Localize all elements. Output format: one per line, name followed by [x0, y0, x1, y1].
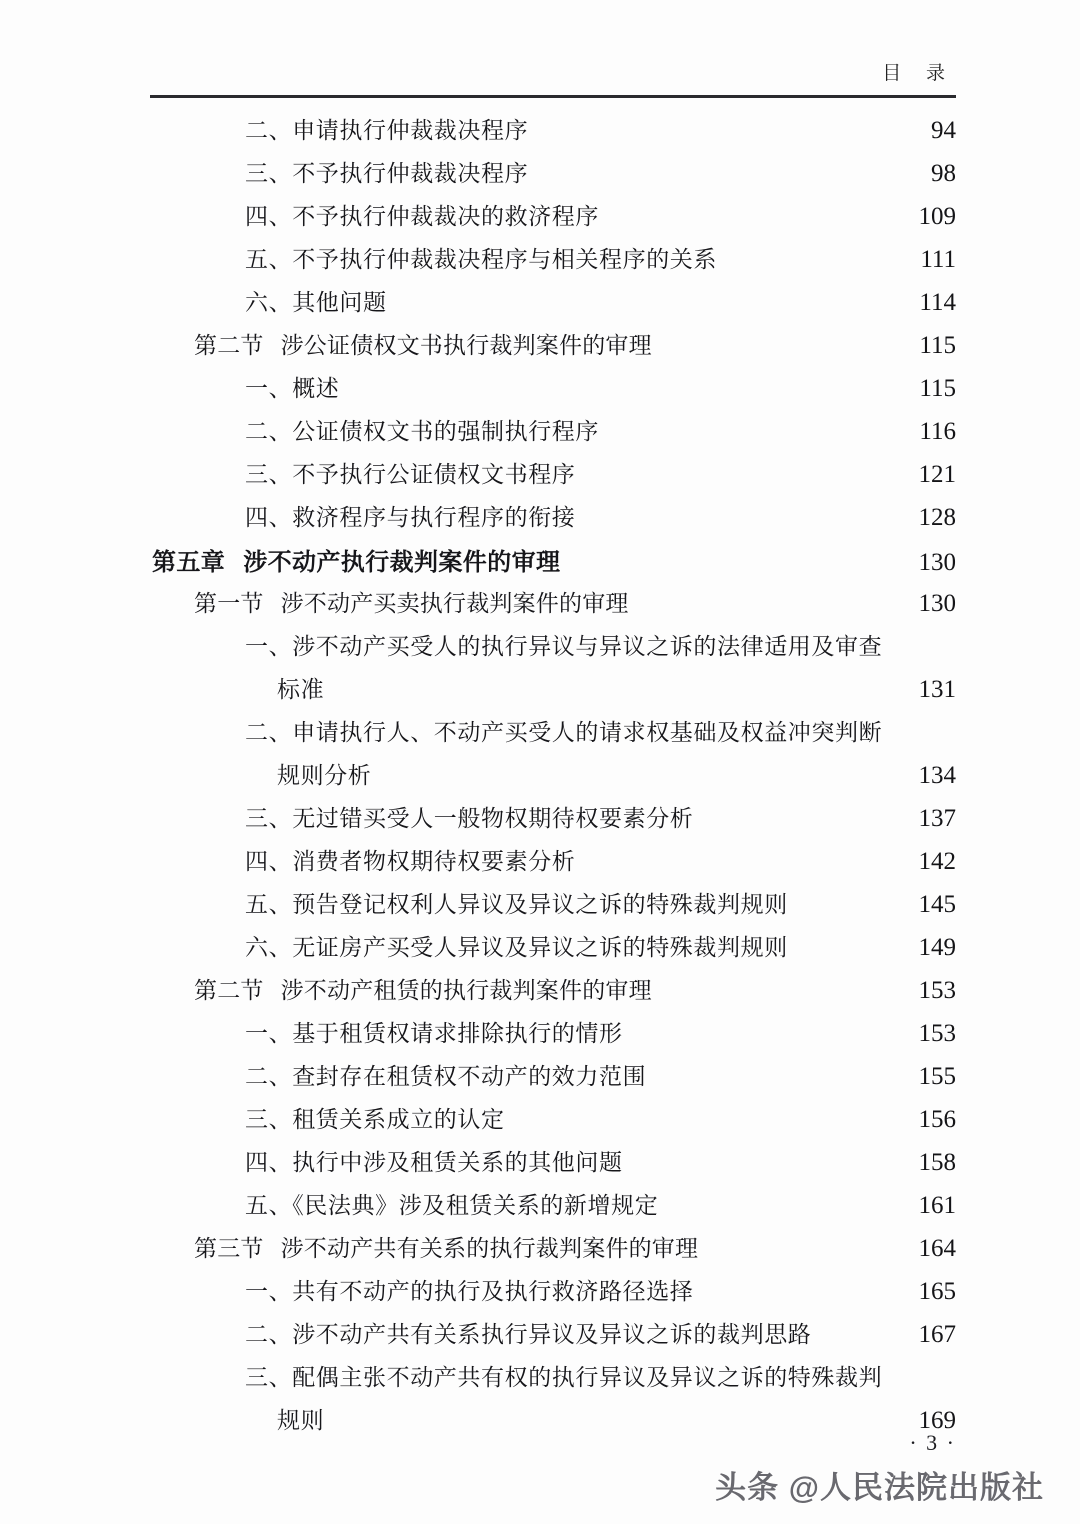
toc-entry-label [245, 1101, 505, 1134]
toc-entry-title: 配偶主张不动产共有权的执行异议及异议之诉的特殊裁判 [292, 1365, 883, 1390]
publisher-watermark: 头条 @人民法院出版社 [715, 1470, 1044, 1505]
toc-entry-number: 第三节 [194, 1235, 264, 1261]
toc-entry-title: 其他问题 [292, 290, 387, 315]
toc-leader-dots [662, 982, 894, 998]
toc-leader-dots [703, 1283, 894, 1299]
toc-entry-page-number: 161 [918, 1192, 956, 1219]
toc-leader-dots [515, 1111, 894, 1127]
toc-entry-label [245, 413, 599, 446]
toc-entry-number: 五、 [245, 1193, 293, 1218]
toc-entry-title: 消费者物权期待权要素分析 [292, 849, 576, 874]
toc-entry-title: 不予执行仲裁裁决的救济程序 [292, 204, 600, 229]
toc-entry-page-number: 149 [918, 934, 956, 961]
toc-leader-dots [585, 466, 894, 482]
toc-entry-title: 无过错买受人一般物权期待权要素分析 [292, 806, 694, 831]
toc-entry-page-number: 128 [918, 504, 956, 531]
toc-entry-number: 一、 [245, 634, 293, 659]
toc-entry-page-number: 156 [918, 1106, 956, 1133]
toc-entry-page-number: 130 [918, 549, 956, 576]
toc-leader-dots [639, 595, 894, 611]
toc-entry[interactable] [150, 112, 956, 155]
toc-leader-dots [349, 380, 894, 396]
toc-entry-title: 基于租赁权请求排除执行的情形 [292, 1021, 623, 1046]
toc-entry-label [152, 542, 560, 577]
toc-entry-title: 涉公证债权文书执行裁判案件的审理 [280, 332, 652, 358]
toc-leader-dots [821, 1326, 894, 1342]
toc-entry-number: 五、 [245, 892, 293, 917]
toc-entry-page-number: 142 [918, 848, 956, 875]
toc-entry-continuation[interactable] [150, 671, 956, 714]
toc-entry-number: 一、 [245, 1021, 293, 1046]
toc-entry-number: 四、 [245, 505, 293, 530]
toc-leader-dots [798, 896, 894, 912]
toc-entry-label [245, 1187, 658, 1220]
toc-entry-label [245, 370, 339, 403]
toc-entry[interactable] [150, 1101, 956, 1144]
toc-entry-title-continued: 规则分析 [277, 763, 372, 788]
toc-entry[interactable] [150, 542, 956, 585]
toc-entry-title: 共有不动产的执行及执行救济路径选择 [292, 1279, 694, 1304]
toc-entry-title-continued: 规则 [277, 1408, 325, 1433]
toc-entry-number: 三、 [245, 1365, 293, 1390]
toc-leader-dots [708, 1240, 894, 1256]
toc-entry[interactable] [150, 843, 956, 886]
toc-entry-page-number: 115 [919, 332, 956, 359]
toc-entry-label [194, 327, 652, 360]
toc-entry[interactable] [150, 800, 956, 843]
toc-entry-continuation[interactable] [150, 757, 956, 800]
toc-entry-label [245, 155, 528, 188]
toc-entry-label [194, 972, 652, 1005]
running-head: 目 录 [882, 63, 955, 84]
toc-entry-label [245, 112, 528, 145]
toc-entry-number: 四、 [245, 1150, 293, 1175]
toc-entry-label [245, 628, 882, 661]
toc-entry[interactable] [150, 929, 956, 972]
toc-entry[interactable] [150, 886, 956, 929]
toc-entry-title: 涉不动产买卖执行裁判案件的审理 [280, 590, 629, 616]
toc-entry[interactable] [150, 972, 956, 1015]
toc-leader-dots [381, 767, 894, 783]
toc-leader-dots [798, 939, 894, 955]
toc-leader-dots [633, 1025, 894, 1041]
toc-entry-title: 查封存在租赁权不动产的效力范围 [292, 1064, 647, 1089]
toc-entry-page-number: 164 [918, 1235, 956, 1262]
toc-leader-dots [727, 251, 894, 267]
toc-entry-number: 第二节 [194, 977, 264, 1003]
toc-entry[interactable] [150, 1015, 956, 1058]
toc-leader-dots [538, 122, 894, 138]
toc-entry-label [245, 886, 788, 919]
toc-entry-page-number: 145 [918, 891, 956, 918]
toc-entry-page-number: 153 [918, 977, 956, 1004]
toc-entry-label [245, 241, 717, 274]
toc-entry-page-number: 158 [918, 1149, 956, 1176]
toc-entry-number: 一、 [245, 1279, 293, 1304]
toc-leader-dots [570, 554, 894, 570]
toc-entry-page-number: 115 [919, 375, 956, 402]
toc-leader-dots [662, 337, 894, 353]
toc-entry-page-number: 98 [931, 160, 956, 187]
toc-entry-page-number: 165 [918, 1278, 956, 1305]
toc-entry-number: 三、 [245, 161, 293, 186]
toc-entry[interactable] [150, 155, 956, 198]
toc-entry[interactable] [150, 1187, 956, 1230]
toc-entry[interactable] [150, 499, 956, 542]
toc-entry-page-number: 116 [919, 418, 956, 445]
toc-entry-page-number: 134 [918, 762, 956, 789]
toc-entry-label [245, 1058, 646, 1091]
toc-entry-label [245, 1015, 623, 1048]
page-folio: · 3 · [909, 1430, 956, 1455]
toc-entry-number: 三、 [245, 462, 293, 487]
toc-entry-title: 预告登记权利人异议及异议之诉的特殊裁判规则 [292, 892, 788, 917]
toc-leader-dots [609, 208, 894, 224]
toc-leader-dots [609, 423, 894, 439]
table-of-contents [150, 112, 956, 1445]
toc-entry-label [245, 1316, 811, 1349]
toc-entry-title: 概述 [292, 376, 340, 401]
toc-entry-title: 申请执行仲裁裁决程序 [292, 118, 529, 143]
toc-entry[interactable] [150, 370, 956, 413]
toc-entry-number: 三、 [245, 1107, 293, 1132]
toc-entry[interactable] [150, 1230, 956, 1273]
toc-entry-title: 不予执行仲裁裁决程序 [292, 161, 529, 186]
toc-entry-title-continued: 标准 [277, 677, 325, 702]
toc-entry-page-number: 114 [919, 289, 956, 316]
toc-entry-number: 第五章 [152, 549, 226, 576]
toc-entry-number: 五、 [245, 247, 293, 272]
toc-entry-label [194, 585, 629, 618]
toc-entry-page-number: 111 [920, 246, 956, 273]
toc-leader-dots [397, 294, 894, 310]
toc-entry-page-number: 155 [918, 1063, 956, 1090]
toc-entry[interactable] [150, 241, 956, 284]
toc-entry-page-number: 121 [918, 461, 956, 488]
toc-entry-title: 租赁关系成立的认定 [292, 1107, 505, 1132]
toc-entry-title: 不予执行公证债权文书程序 [292, 462, 576, 487]
toc-entry-number: 四、 [245, 204, 293, 229]
toc-entry-label [245, 714, 882, 747]
toc-leader-dots [703, 810, 894, 826]
toc-entry[interactable] [150, 327, 956, 370]
toc-entry-number: 六、 [245, 935, 293, 960]
toc-entry-title: 救济程序与执行程序的衔接 [292, 505, 576, 530]
header-rule [150, 95, 956, 98]
toc-entry[interactable] [150, 1359, 956, 1402]
toc-entry-title: 《民法典》涉及租赁关系的新增规定 [292, 1193, 659, 1218]
toc-entry-label [245, 800, 693, 833]
toc-entry-title: 涉不动产租赁的执行裁判案件的审理 [280, 977, 652, 1003]
toc-entry-label [245, 843, 575, 876]
toc-entry-number: 四、 [245, 849, 293, 874]
toc-entry[interactable] [150, 413, 956, 456]
toc-entry-label [245, 1273, 693, 1306]
toc-leader-dots [633, 1154, 894, 1170]
toc-entry[interactable] [150, 284, 956, 327]
toc-entry-number: 一、 [245, 376, 293, 401]
toc-entry-number: 第一节 [194, 590, 264, 616]
toc-entry-title: 涉不动产共有关系执行异议及异议之诉的裁判思路 [292, 1322, 812, 1347]
toc-entry-title: 不予执行仲裁裁决程序与相关程序的关系 [292, 247, 718, 272]
toc-entry-label [245, 1359, 882, 1392]
toc-entry-number: 二、 [245, 1322, 293, 1347]
toc-entry-page-number: 137 [918, 805, 956, 832]
toc-entry-page-number: 169 [918, 1407, 956, 1434]
toc-entry-label [194, 1230, 698, 1263]
toc-entry[interactable] [150, 1316, 956, 1359]
toc-entry-page-number: 94 [931, 117, 956, 144]
toc-entry-number: 二、 [245, 419, 293, 444]
toc-leader-dots [334, 681, 894, 697]
toc-entry-label [245, 198, 599, 231]
toc-entry-title: 申请执行人、不动产买受人的请求权基础及权益冲突判断 [292, 720, 883, 745]
toc-entry-number: 二、 [245, 118, 293, 143]
toc-entry-label [245, 456, 575, 489]
toc-entry-title: 涉不动产买受人的执行异议与异议之诉的法律适用及审查 [292, 634, 883, 659]
toc-entry[interactable] [150, 714, 956, 757]
toc-entry[interactable] [150, 1058, 956, 1101]
toc-entry-page-number: 167 [918, 1321, 956, 1348]
toc-entry[interactable] [150, 628, 956, 671]
toc-entry-title: 涉不动产执行裁判案件的审理 [243, 549, 561, 576]
toc-entry-page-number: 109 [918, 203, 956, 230]
toc-entry[interactable] [150, 1144, 956, 1187]
toc-entry[interactable] [150, 456, 956, 499]
toc-entry-number: 第二节 [194, 332, 264, 358]
toc-entry-label [245, 929, 788, 962]
toc-entry-label [245, 1144, 623, 1177]
toc-entry-page-number: 131 [918, 676, 956, 703]
toc-leader-dots [585, 853, 894, 869]
toc-leader-dots [668, 1197, 894, 1213]
toc-entry[interactable] [150, 585, 956, 628]
toc-entry[interactable] [150, 198, 956, 241]
toc-leader-dots [334, 1412, 894, 1428]
toc-leader-dots [538, 165, 894, 181]
toc-leader-dots [656, 1068, 894, 1084]
toc-entry-number: 二、 [245, 720, 293, 745]
toc-entry[interactable] [150, 1273, 956, 1316]
toc-entry-label [245, 284, 387, 317]
toc-entry-page-number: 130 [918, 590, 956, 617]
toc-entry-label [245, 499, 575, 532]
toc-entry-title: 无证房产买受人异议及异议之诉的特殊裁判规则 [292, 935, 788, 960]
toc-entry-page-number: 153 [918, 1020, 956, 1047]
toc-entry-title: 公证债权文书的强制执行程序 [292, 419, 600, 444]
toc-entry-title: 执行中涉及租赁关系的其他问题 [292, 1150, 623, 1175]
toc-entry-number: 三、 [245, 806, 293, 831]
toc-entry-title: 涉不动产共有关系的执行裁判案件的审理 [280, 1235, 699, 1261]
toc-entry-number: 二、 [245, 1064, 293, 1089]
toc-leader-dots [585, 509, 894, 525]
toc-entry-number: 六、 [245, 290, 293, 315]
